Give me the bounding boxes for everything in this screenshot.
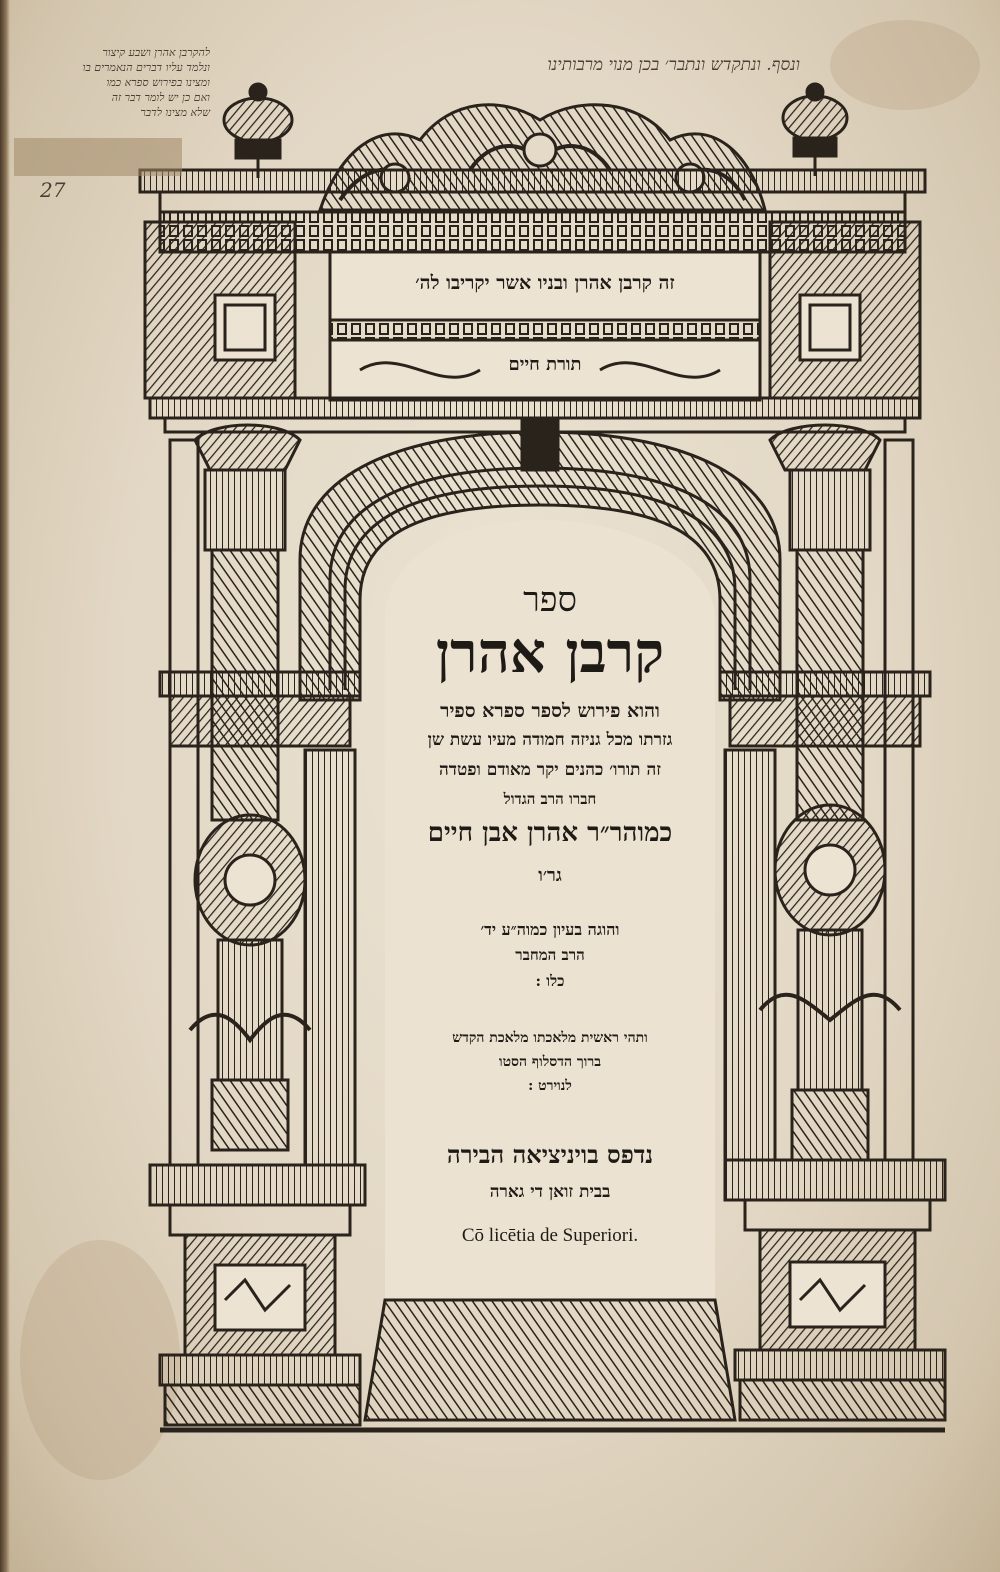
description-line: והוא פירוש לספר ספרא ספיר [440, 700, 660, 722]
dedication-line: כלו : [535, 972, 565, 990]
title-prefix: ספר [523, 580, 577, 620]
note-line: להקרבן אהרן ושבע קיצור [102, 46, 210, 59]
shelf-label-patch [14, 138, 182, 176]
description-line: חברו הרב הגדול [503, 790, 597, 808]
description-line: גזרתו מכל גניזה חמודה מעיו עשת שן [427, 730, 673, 750]
book-title: קרבן אהרן [435, 620, 665, 686]
handwritten-corner-notes [20, 45, 210, 120]
lintel-subtitle: תורת חיים [508, 354, 582, 375]
right-crown-finial [783, 84, 847, 176]
dedication-line: והוגה בעיון כמוה״ע יד׳ [480, 920, 620, 939]
honorific: גר׳ו [538, 865, 562, 886]
imprint-printer: בבית זואן די גארה [489, 1182, 611, 1202]
dedication-line: הרב המחבר [515, 946, 585, 964]
author-name: כמוהר״ר אהרן אבן חיים [427, 818, 673, 848]
blessing-line: ברוך הדסלוף הסטו [498, 1054, 602, 1070]
right-pier-head [770, 222, 920, 398]
license-line: Cō licētia de Superiori. [461, 1225, 639, 1246]
left-pier-head [145, 222, 295, 398]
note-line: שלא מצינו לדבר [140, 106, 210, 119]
title-text-block [385, 520, 715, 1300]
lintel-inscription: זה קרבן אהרן ובניו אשר יקריבו לה׳ [415, 272, 675, 294]
shelf-mark: 27 [40, 178, 66, 202]
imprint-place: נדפס בויניציאה הבירה [446, 1140, 654, 1169]
description-line: זה תורו׳ כהנים יקר מאודם ופטדה [439, 760, 661, 780]
foliate-crest [320, 105, 765, 210]
note-line: ומצינו בפירוש ספרא כמו [106, 76, 210, 89]
handwritten-top-note: ונסף. ונתקדש ונתבר׳ בכן מנוי מרבותינו [547, 55, 800, 75]
note-line: ונלמד עליו דברים הנאמרים בו [82, 61, 210, 74]
left-crown-finial [224, 84, 292, 178]
blessing-line: ותהי ראשית מלאכתו מלאכת הקדש [452, 1030, 648, 1046]
blessing-line: לנוירט : [528, 1078, 572, 1094]
note-line: ואם כן יש לומר דבר זה [111, 91, 210, 104]
